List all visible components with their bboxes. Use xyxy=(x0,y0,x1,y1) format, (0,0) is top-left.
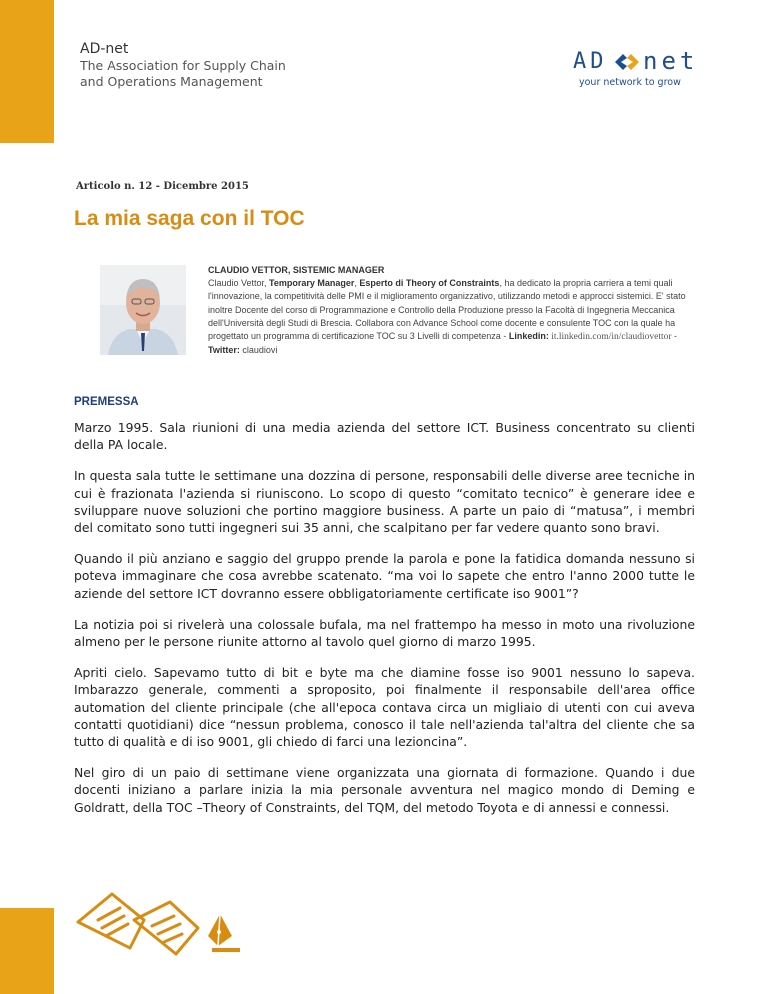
twitter-handle[interactable]: claudiovi xyxy=(239,345,278,356)
article-meta: Articolo n. 12 - Dicembre 2015 xyxy=(76,181,249,192)
author-intro: Claudio Vettor, xyxy=(208,278,270,289)
author-bio xyxy=(208,264,698,357)
article-body xyxy=(74,419,695,830)
paragraph: Quando il più anziano e saggio del gruppo prende la parola e pone la fatidica domanda nessuno si poteva immaginare che cosa avrebbe scatenato. “ma voi lo sapete che entro l'anno 2000 tutte le aziende del settore ICT dovranno essere obbligatoriamente certificate iso 9001”? xyxy=(74,551,695,601)
fountain-pen-icon xyxy=(208,914,240,952)
organization-block xyxy=(80,40,286,90)
logo-wordmark-left: AD xyxy=(573,49,608,74)
logo-diamond-icon xyxy=(613,51,641,73)
adnet-logo[interactable] xyxy=(555,47,715,87)
author-separator-1: , xyxy=(354,278,360,289)
paragraph: Marzo 1995. Sala riunioni di una media azienda del settore ICT. Business concentrato su clienti della PA locale. xyxy=(74,420,695,453)
author-photo xyxy=(100,265,186,355)
twitter-label: Twitter: xyxy=(208,345,240,356)
org-description-line-2: and Operations Management xyxy=(80,74,263,89)
linkedin-link[interactable]: it.linkedin.com/in/claudiovettor xyxy=(548,332,672,343)
accent-bar-bottom xyxy=(0,908,54,994)
accent-bar-top xyxy=(0,0,54,143)
author-role-2: Esperto di Theory of Constraints xyxy=(359,278,500,289)
section-heading: PREMESSA xyxy=(74,396,139,408)
org-description-line-1: The Association for Supply Chain xyxy=(80,58,286,73)
article-title: La mia saga con il TOC xyxy=(74,207,305,230)
paragraph: Nel giro di un paio di settimane viene organizzata una giornata di formazione. Quando i due docenti iniziano a parlare inizia la mia personale avventura nel magico mondo di Deming e Goldratt, della TOC –Theory of Constraints, del TQM, del metodo Toyota e di annessi e connessi. xyxy=(74,765,695,815)
org-name: AD-net xyxy=(80,41,129,57)
logo-tagline: your network to grow xyxy=(579,77,681,88)
paragraph: La notizia poi si rivelerà una colossale bufala, ma nel frattempo ha messo in moto una rivoluzione almeno per le persone riunite attorno al tavolo quel giorno di marzo 1995. xyxy=(74,616,695,650)
paragraph: Apriti cielo. Sapevamo tutto di bit e byte ma che diamine fosse iso 9001 nessuno lo sapeva. Imbarazzo generale, commenti a sproposito, poi finalmente il responsabile dell'area office automation del cliente principale (che all'epoca contava circa un migliaio di utenti con cui aveva contatti quotidiani) dice “nessun problema, conosco il tale nell'azienda tal'altra del cliente che sa tutto di qualità e di iso 9001, gli chiedo di farci una lezioncina”. xyxy=(74,665,695,750)
logo-wordmark-right: net xyxy=(643,47,699,75)
author-role-1: Temporary Manager xyxy=(269,278,355,289)
documents-icon xyxy=(78,894,198,954)
linkedin-label: Linkedin: xyxy=(508,331,549,342)
footer-decoration xyxy=(72,880,252,960)
author-bio-text: , ha dedicato la propria carriera a temi quali l'innovazione, la competitività delle PMI e il miglioramento organizzativo, utilizzando metodi e approcci sistemici. E' stato inoltre Docente del corso di Programmazione e Controllo della Produzione presso la Facoltà di Ingegneria Meccanica dell'Università degli Studi di Brescia. Collabora con Advance School come docente e consulente TOC con la quale ha progettato un programma di certificazione TOC su 3 Livelli di competenza - xyxy=(208,278,686,342)
author-separator-2: - xyxy=(671,331,678,342)
paragraph: In questa sala tutte le settimane una dozzina di persone, responsabili delle diverse aree tecniche in cui è frazionata l'azienda si riuniscono. Lo scopo di questo “comitato tecnico” è generare idee e sviluppare nuove soluzioni che portino maggiore business. A parte un paio di “matusa”, i membri del comitato sono tutti ingegneri sui 35 anni, che scalpitano per far vedere quanto sono bravi. xyxy=(74,468,695,536)
author-heading: CLAUDIO VETTOR, SISTEMIC MANAGER xyxy=(208,265,385,275)
